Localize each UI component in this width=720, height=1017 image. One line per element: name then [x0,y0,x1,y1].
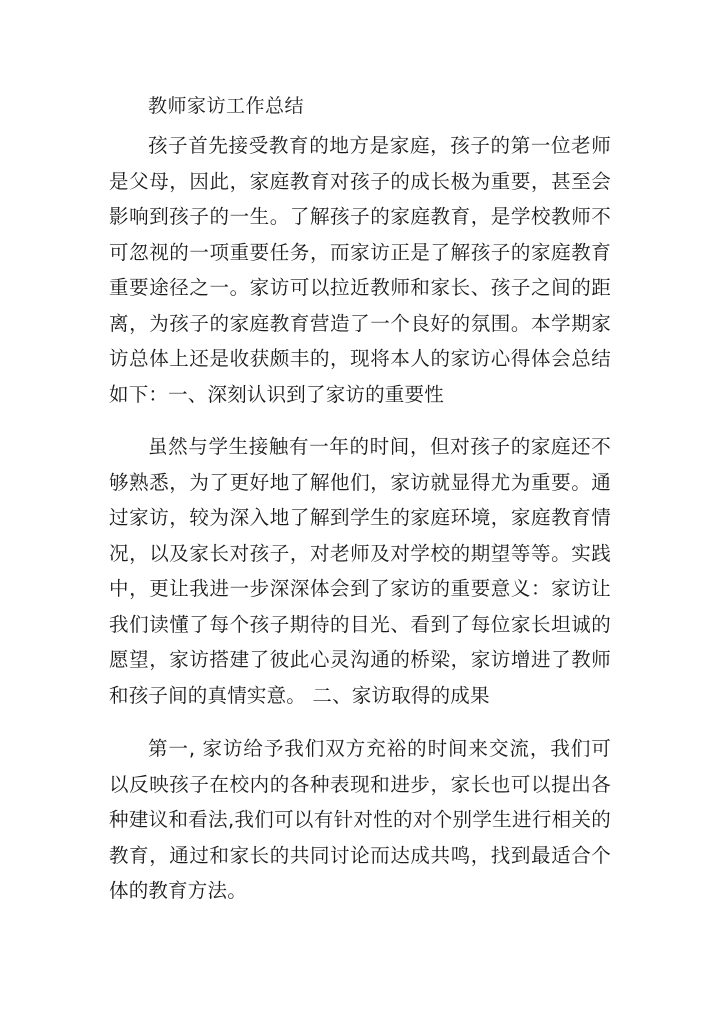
paragraph-understanding-families: 虽然与学生接触有一年的时间，但对孩子的家庭还不够熟悉，为了更好地了解他们，家访就显得尤为重要。通过家访，较为深入地了解到学生的家庭环境，家庭教育情况，以及家长对孩子，对老师及对学校的期望等等。实践中，更让我进一步深深体会到了家访的重要意义：家访让我们读懂了每个孩子期待的目光、看到了每位家长坦诚的愿望，家访搭建了彼此心灵沟通的桥梁，家访增进了教师和孩子间的真情实意。 二、家访取得的成果 [109,435,611,707]
document-title: 教师家访工作总结 [148,95,305,117]
paragraph-introduction: 孩子首先接受教育的地方是家庭，孩子的第一位老师是父母，因此，家庭教育对孩子的成长极为重要，甚至会影响到孩子的一生。了解孩子的家庭教育，是学校教师不可忽视的一项重要任务，而家访正是了解孩子的家庭教育重要途径之一。家访可以拉近教师和家长、孩子之间的距离，为孩子的家庭教育营造了一个良好的氛围。本学期家访总体上还是收获颇丰的，现将本人的家访心得体会总结如下：一、深刻认识到了家访的重要性 [109,134,611,406]
paragraph-results: 第一, 家访给予我们双方充裕的时间来交流，我们可以反映孩子在校内的各种表现和进步，家长也可以提出各种建议和看法,我们可以有针对性的对个别学生进行相关的教育，通过和家长的共同讨论而达成共鸣，找到最适合个体的教育方法。 [109,737,611,902]
